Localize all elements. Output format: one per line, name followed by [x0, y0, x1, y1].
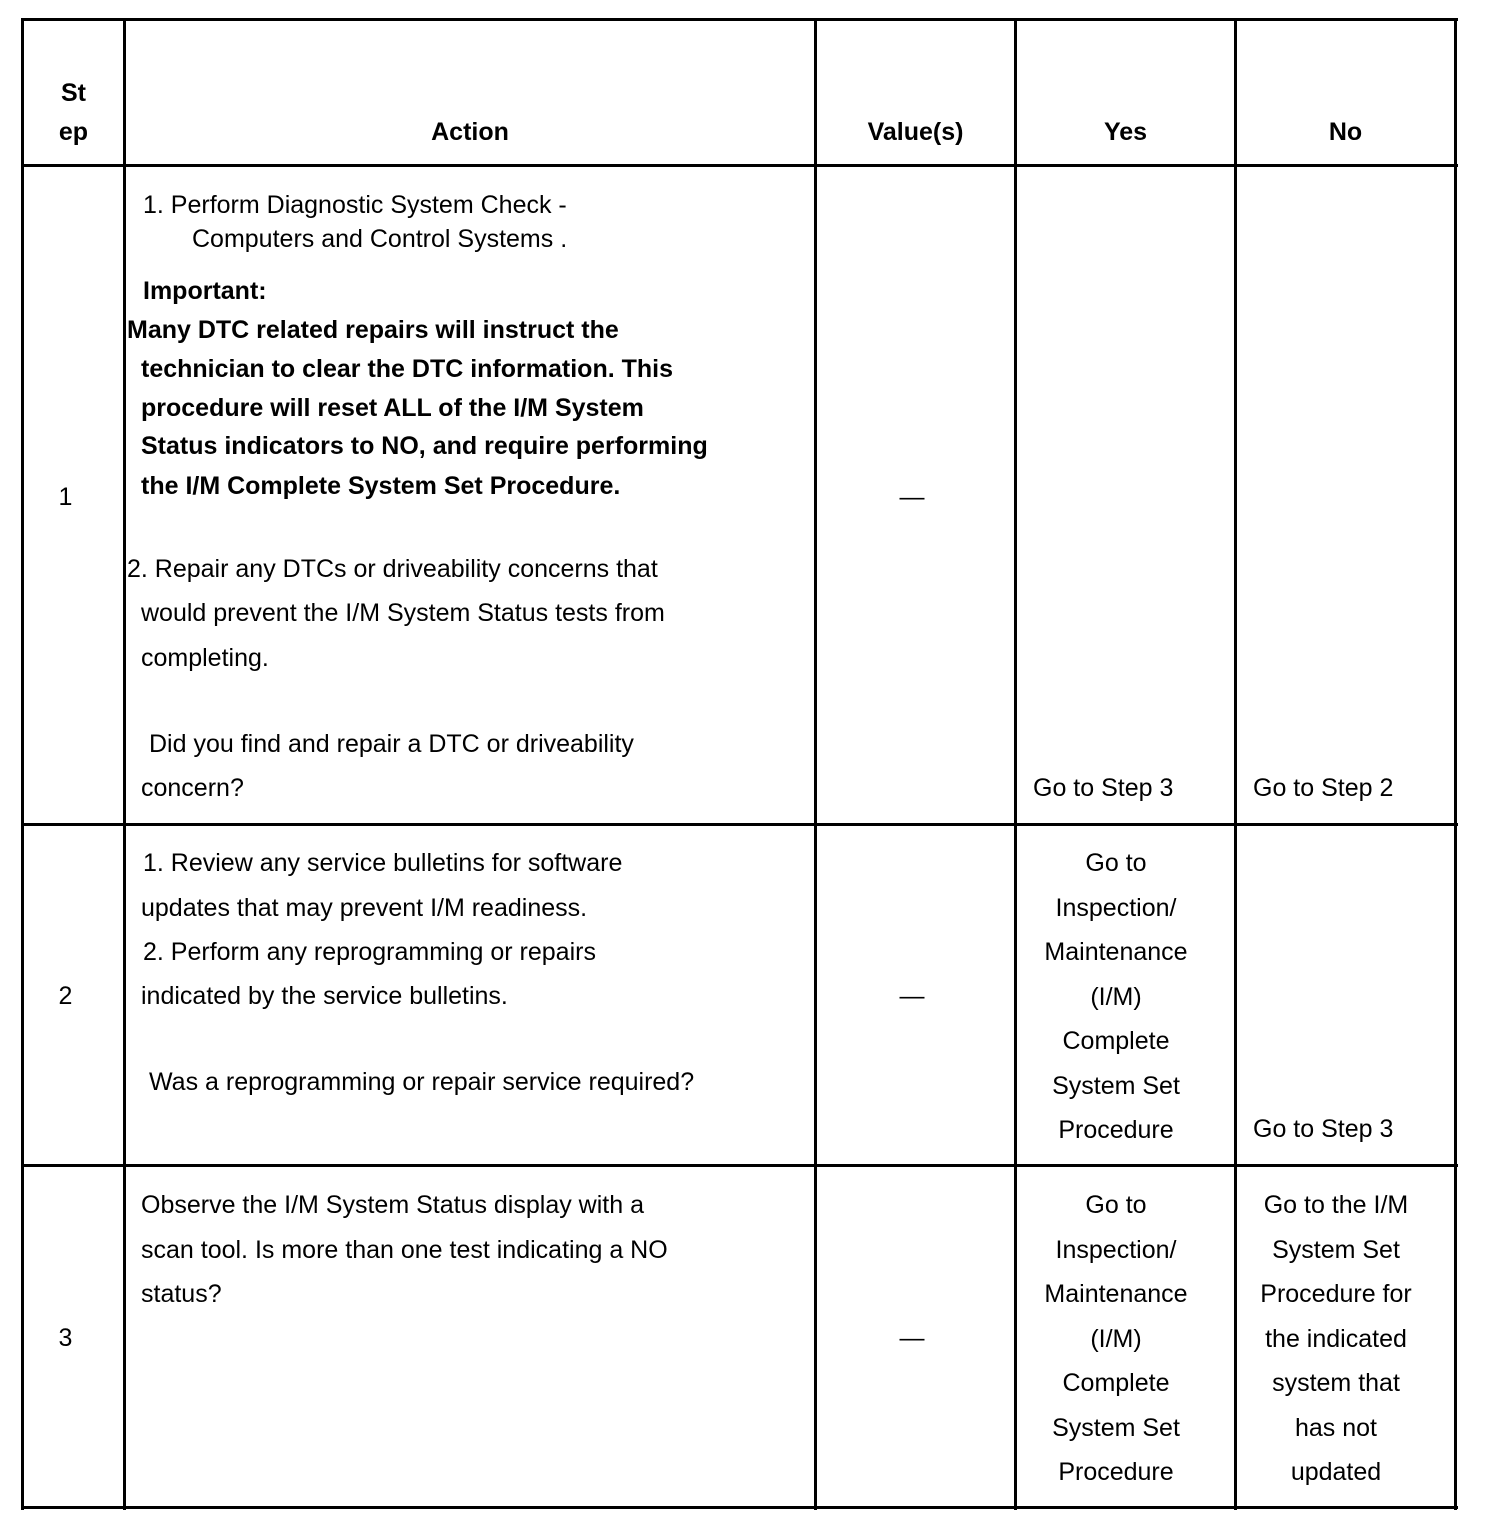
yes-cell-line: Complete [1062, 1369, 1170, 1397]
row1-divider [21, 823, 1458, 826]
table-border-right [1454, 18, 1457, 1510]
yes-cell-line: System Set [1052, 1071, 1180, 1100]
action-item-line: would prevent the I/M System Status tests from [141, 599, 665, 627]
no-cell-line: Procedure for [1260, 1280, 1412, 1308]
important-text: the I/M Complete System Set Procedure. [141, 472, 621, 500]
no-cell-line: System Set [1272, 1235, 1400, 1264]
yes-cell-line: Inspection/ [1055, 893, 1177, 922]
no-cell [1237, 1183, 1435, 1495]
action-item-line: 2. Perform any reprogramming or repairs [143, 938, 596, 966]
value-cell: — [899, 483, 925, 511]
step-number: 1 [58, 483, 73, 511]
important-text: technician to clear the DTC information. This [141, 355, 674, 383]
yes-cell-line: Procedure [1058, 1116, 1174, 1144]
header-no: No [1328, 118, 1363, 146]
important-text: Many DTC related repairs will instruct the [127, 316, 619, 344]
yes-cell [1017, 841, 1215, 1153]
header-values: Value(s) [867, 118, 964, 146]
action-question: Did you find and repair a DTC or driveability [149, 730, 634, 758]
yes-cell-line: (I/M) [1090, 1324, 1142, 1353]
header-step-line2: ep [58, 118, 89, 146]
no-cell-line: has not [1294, 1413, 1377, 1442]
action-item-line: Observe the I/M System Status display with a [141, 1191, 644, 1219]
table-border-top [21, 18, 1458, 21]
header-step-line1: St [61, 79, 86, 107]
col-divider-step [123, 18, 126, 1510]
action-item-line: completing. [141, 644, 269, 672]
value-cell: — [899, 982, 925, 1010]
action-question: concern? [141, 774, 244, 802]
yes-cell-line: Inspection/ [1055, 1235, 1177, 1264]
yes-cell: Go to Step 3 [1033, 774, 1174, 802]
yes-cell-line: Maintenance [1044, 938, 1188, 966]
yes-cell [1017, 1183, 1215, 1495]
row2-divider [21, 1164, 1458, 1167]
action-item-line: indicated by the service bulletins. [141, 982, 508, 1010]
table-border-left [21, 18, 24, 1510]
step-number: 3 [58, 1324, 73, 1352]
action-item-line: 1. Review any service bulletins for software [143, 849, 623, 877]
important-text: procedure will reset ALL of the I/M System [141, 394, 644, 422]
no-cell: Go to Step 2 [1253, 774, 1394, 802]
yes-cell-line: System Set [1052, 1413, 1180, 1442]
table-border-bottom [21, 1506, 1458, 1509]
yes-cell-line: Procedure [1058, 1458, 1174, 1486]
no-cell-line: the indicated [1265, 1324, 1407, 1353]
important-label: Important: [143, 277, 267, 305]
no-cell-line: updated [1290, 1458, 1382, 1486]
action-item-line: updates that may prevent I/M readiness. [141, 894, 588, 922]
no-cell-line: system that [1272, 1369, 1400, 1397]
header-divider [21, 164, 1458, 167]
no-cell: Go to Step 3 [1253, 1115, 1394, 1143]
action-question: Was a reprogramming or repair service required? [149, 1068, 695, 1096]
action-item-line: scan tool. Is more than one test indicating a NO [141, 1236, 668, 1264]
yes-cell-line: Go to [1085, 849, 1147, 877]
header-yes: Yes [1103, 118, 1148, 146]
col-divider-action [814, 18, 817, 1510]
value-cell: — [899, 1324, 925, 1352]
step-number: 2 [58, 982, 73, 1010]
action-item-line: status? [141, 1280, 222, 1308]
action-item-line: Computers and Control Systems . [192, 225, 568, 253]
no-cell-line: Go to the I/M [1263, 1191, 1409, 1219]
yes-cell-line: Complete [1062, 1027, 1170, 1055]
yes-cell-line: Maintenance [1044, 1280, 1188, 1308]
yes-cell-line: (I/M) [1090, 982, 1142, 1011]
yes-cell-line: Go to [1085, 1191, 1147, 1219]
header-action: Action [431, 118, 509, 146]
important-text: Status indicators to NO, and require performing [141, 432, 708, 460]
action-item-line: 1. Perform Diagnostic System Check - [143, 191, 567, 219]
action-item-line: 2. Repair any DTCs or driveability concerns that [127, 555, 658, 583]
